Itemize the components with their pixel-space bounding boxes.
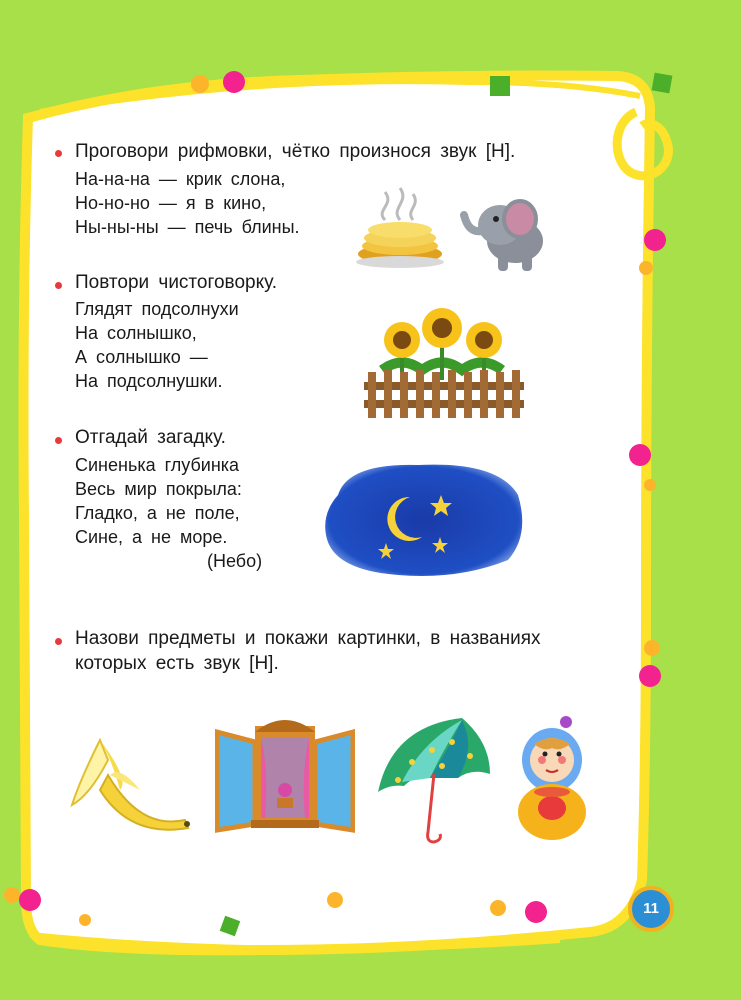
instruction-4-line-2: которых есть звук [Н]. xyxy=(75,653,279,674)
tongue-twister-line-3: А солнышко — xyxy=(75,347,208,367)
umbrella-icon xyxy=(372,712,494,847)
pancakes-icon xyxy=(355,180,445,275)
riddle-line-3: Гладко, а не поле, xyxy=(75,503,240,523)
instruction-1: Проговори рифмовки, чётко произнося звук [Н]. xyxy=(75,141,516,162)
bullet-4 xyxy=(55,638,62,645)
sunflowers-fence-icon xyxy=(362,300,527,425)
tongue-twister-line-2: На солнышко, xyxy=(75,323,197,343)
elephant-icon xyxy=(460,195,555,275)
instruction-2: Повтори чистоговорку. xyxy=(75,272,277,293)
tongue-twister-line-4: На подсолнушки. xyxy=(75,371,223,391)
rhyme-line-1: На-на-на — крик слона, xyxy=(75,169,286,189)
bullet-1 xyxy=(55,150,62,157)
riddle-line-2: Весь мир покрыла: xyxy=(75,479,242,499)
instruction-4-line-1: Назови предметы и покажи картинки, в названиях xyxy=(75,628,541,649)
riddle-line-4: Сине, а не море. xyxy=(75,527,228,547)
riddle-line-1: Синенька глубинка xyxy=(75,455,240,475)
tongue-twister-line-1: Глядят подсолнухи xyxy=(75,299,239,319)
tumbler-doll-icon xyxy=(510,712,595,842)
riddle-answer: (Небо) xyxy=(207,551,263,571)
rhyme-line-3: Ны-ны-ны — печь блины. xyxy=(75,217,300,237)
window-icon xyxy=(215,712,355,837)
rhyme-line-2: Но-но-но — я в кино, xyxy=(75,193,267,213)
instruction-3: Отгадай загадку. xyxy=(75,427,226,448)
bullet-3 xyxy=(55,437,62,444)
night-sky-icon xyxy=(318,455,528,580)
page-number-badge: 11 xyxy=(628,886,674,932)
banana-icon xyxy=(60,720,195,835)
bullet-2 xyxy=(55,282,62,289)
